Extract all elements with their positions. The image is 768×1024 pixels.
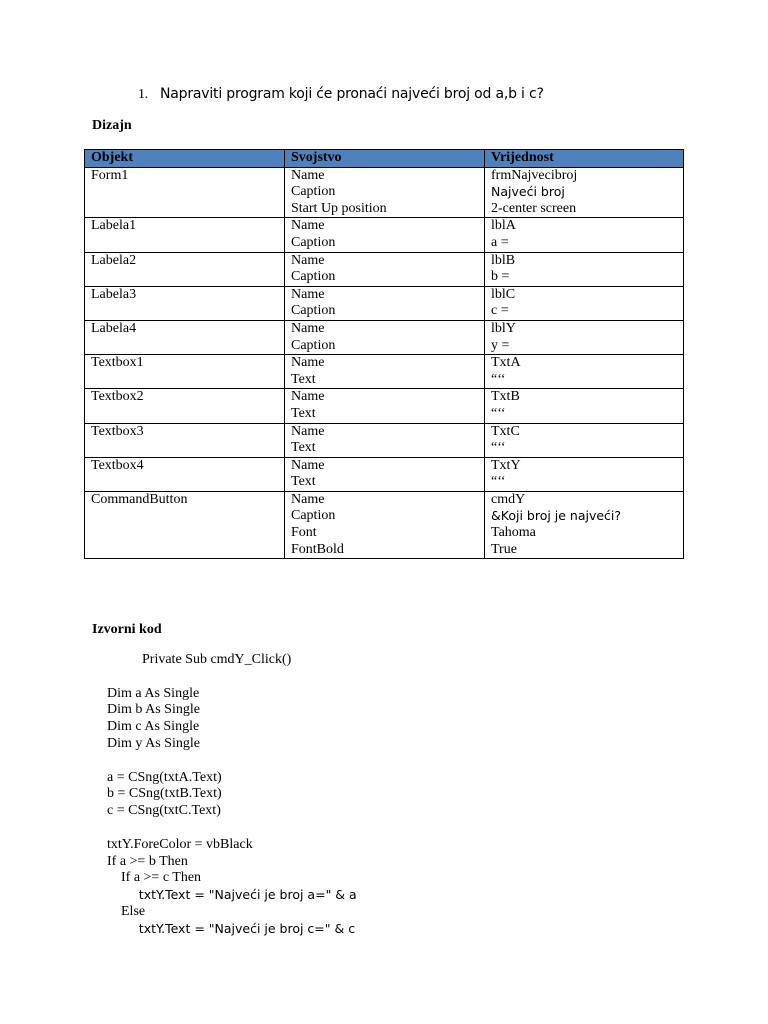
value-cell	[485, 457, 684, 491]
property-name: Name	[291, 491, 325, 507]
table-row	[85, 218, 684, 252]
property-name: Text	[291, 474, 316, 490]
property-value: a =	[491, 234, 509, 250]
property-value: b =	[491, 269, 510, 285]
code-line: Dim a As Single	[107, 685, 200, 701]
object-cell: Textbox2	[85, 389, 285, 423]
property-value: lblY	[491, 320, 516, 336]
property-value: lblB	[491, 252, 516, 268]
property-cell	[285, 423, 485, 457]
object-cell: Textbox4	[85, 457, 285, 491]
property-cell	[285, 355, 485, 389]
property-value: TxtY	[491, 457, 521, 473]
property-name: Name	[291, 252, 325, 268]
property-value: cmdY	[491, 491, 526, 507]
property-value: TxtC	[491, 423, 520, 439]
code-line	[107, 753, 357, 770]
property-value: lblC	[491, 286, 516, 302]
value-cell	[485, 252, 684, 286]
heading-design: Dizajn	[92, 118, 132, 133]
code-line: Else	[107, 903, 146, 919]
property-cell	[285, 167, 485, 218]
property-name: Caption	[291, 508, 336, 524]
table-row	[85, 286, 684, 320]
property-value: frmNajvecibroj	[491, 167, 578, 183]
property-value: TxtB	[491, 389, 520, 405]
code-line: Dim b As Single	[107, 702, 200, 718]
code-line: Dim y As Single	[107, 735, 200, 751]
object-cell: Labela3	[85, 286, 285, 320]
header-object: Objekt	[85, 150, 285, 168]
property-cell	[285, 457, 485, 491]
property-name: Caption	[291, 269, 336, 285]
property-name: Caption	[291, 184, 336, 200]
property-value: True	[491, 541, 517, 557]
property-value: &Koji broj je najveći?	[491, 508, 622, 524]
property-name: Start Up position	[291, 200, 387, 216]
value-cell	[485, 389, 684, 423]
object-cell: Textbox1	[85, 355, 285, 389]
property-value: c =	[491, 303, 509, 319]
property-value: “‘‘	[491, 440, 506, 456]
property-name: Caption	[291, 234, 336, 250]
source-code-block	[107, 652, 357, 938]
property-cell	[285, 389, 485, 423]
property-cell	[285, 218, 485, 252]
table-row	[85, 423, 684, 457]
value-cell	[485, 286, 684, 320]
code-line: txtY.ForeColor = vbBlack	[107, 836, 253, 852]
property-name: Font	[291, 525, 317, 541]
object-cell: Form1	[85, 167, 285, 218]
table-header-row	[85, 150, 684, 168]
property-name: Name	[291, 389, 325, 405]
property-name: Name	[291, 286, 325, 302]
task-number: 1.	[138, 87, 149, 102]
header-property: Svojstvo	[285, 150, 485, 168]
value-cell	[485, 218, 684, 252]
property-name: Name	[291, 423, 325, 439]
table-row	[85, 320, 684, 354]
property-name: Caption	[291, 303, 336, 319]
code-line	[107, 820, 357, 837]
code-line: If a >= b Then	[107, 853, 188, 869]
object-cell: Textbox3	[85, 423, 285, 457]
property-cell	[285, 252, 485, 286]
property-cell	[285, 286, 485, 320]
properties-table	[84, 149, 684, 559]
property-value: “‘‘	[491, 474, 506, 490]
object-cell: Labela4	[85, 320, 285, 354]
code-line: Dim c As Single	[107, 719, 200, 735]
value-cell	[485, 491, 684, 558]
value-cell	[485, 423, 684, 457]
property-value: lblA	[491, 218, 516, 234]
code-line: If a >= c Then	[107, 870, 202, 886]
property-value: Najveći broj	[491, 184, 565, 200]
property-name: Caption	[291, 337, 336, 353]
value-cell	[485, 355, 684, 389]
property-name: Name	[291, 355, 325, 371]
code-line: a = CSng(txtA.Text)	[107, 769, 222, 785]
code-line: b = CSng(txtB.Text)	[107, 786, 222, 802]
table-row	[85, 252, 684, 286]
task-question	[138, 86, 544, 103]
code-line	[107, 669, 357, 686]
property-name: Text	[291, 371, 316, 387]
property-name: Name	[291, 167, 325, 183]
property-value: TxtA	[491, 355, 521, 371]
property-value: “‘‘	[491, 371, 506, 387]
code-line: Private Sub cmdY_Click()	[107, 652, 292, 667]
property-name: Name	[291, 457, 325, 473]
property-cell	[285, 491, 485, 558]
value-cell	[485, 167, 684, 218]
property-name: Name	[291, 320, 325, 336]
property-name: FontBold	[291, 541, 344, 557]
header-value: Vrijednost	[485, 150, 684, 168]
code-line: c = CSng(txtC.Text)	[107, 803, 221, 819]
table-row	[85, 355, 684, 389]
object-cell: CommandButton	[85, 491, 285, 558]
property-value: Tahoma	[491, 525, 536, 541]
table-row	[85, 389, 684, 423]
table-row	[85, 457, 684, 491]
heading-source-code: Izvorni kod	[92, 622, 162, 637]
code-line: txtY.Text = "Najveći je broj a=" & a	[107, 887, 357, 903]
property-name: Name	[291, 218, 325, 234]
object-cell: Labela2	[85, 252, 285, 286]
property-value: 2-center screen	[491, 200, 577, 216]
property-value: y =	[491, 337, 510, 353]
object-cell: Labela1	[85, 218, 285, 252]
task-text: Napraviti program koji će pronaći najveći broj od a,b i c?	[160, 86, 544, 102]
property-name: Text	[291, 440, 316, 456]
property-cell	[285, 320, 485, 354]
table-row	[85, 167, 684, 218]
table-row	[85, 491, 684, 558]
property-name: Text	[291, 405, 316, 421]
code-line: txtY.Text = "Najveći je broj c=" & c	[107, 920, 356, 936]
property-value: “‘‘	[491, 405, 506, 421]
value-cell	[485, 320, 684, 354]
